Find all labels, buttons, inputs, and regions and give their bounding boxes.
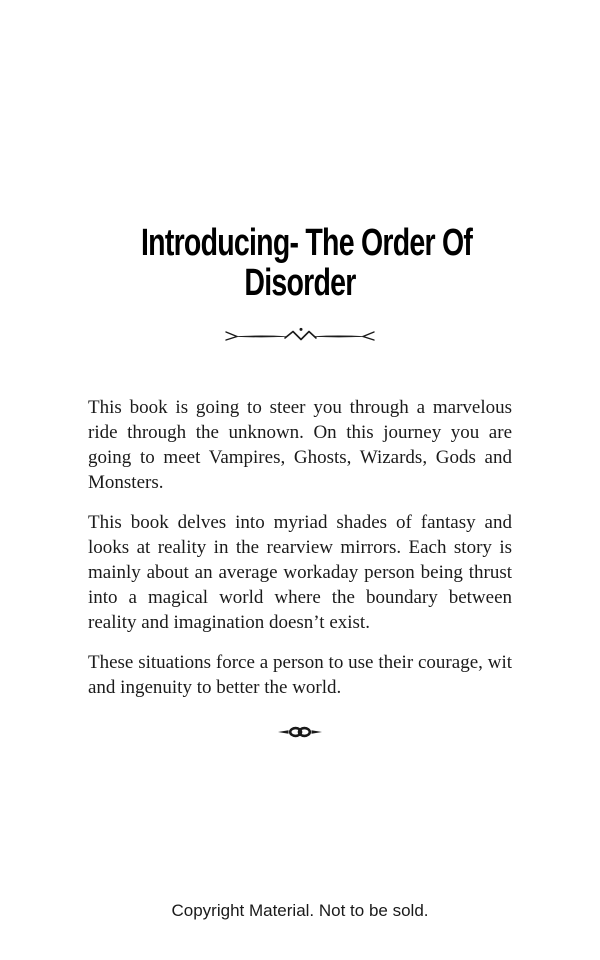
copyright-notice: Copyright Material. Not to be sold. bbox=[171, 901, 429, 920]
body-paragraph-2: This book delves into myriad shades of fantasy and looks at reality in the rearview mirrors. Each story is mainly about an average workaday person being thrust into a magical world where the boundary between reality and imagination doesn’t exist. bbox=[88, 512, 512, 633]
page-content bbox=[0, 223, 600, 740]
body-copy bbox=[88, 395, 512, 700]
body-paragraph-1: This book is going to steer you through a marvelous ride through the unknown. On this journey you are going to meet Vampires, Ghosts, Wizards, Gods and Monsters. bbox=[88, 397, 512, 493]
chapter-title-line-2: Disorder bbox=[244, 262, 356, 304]
title-divider-flourish-icon bbox=[224, 327, 376, 345]
body-paragraph-3: These situations force a person to use their courage, wit and ingenuity to better the world. bbox=[88, 652, 512, 698]
end-of-section-icon bbox=[277, 724, 323, 740]
chapter-title-line-1: Introducing- The Order Of bbox=[141, 222, 473, 264]
chapter-title bbox=[141, 222, 473, 304]
